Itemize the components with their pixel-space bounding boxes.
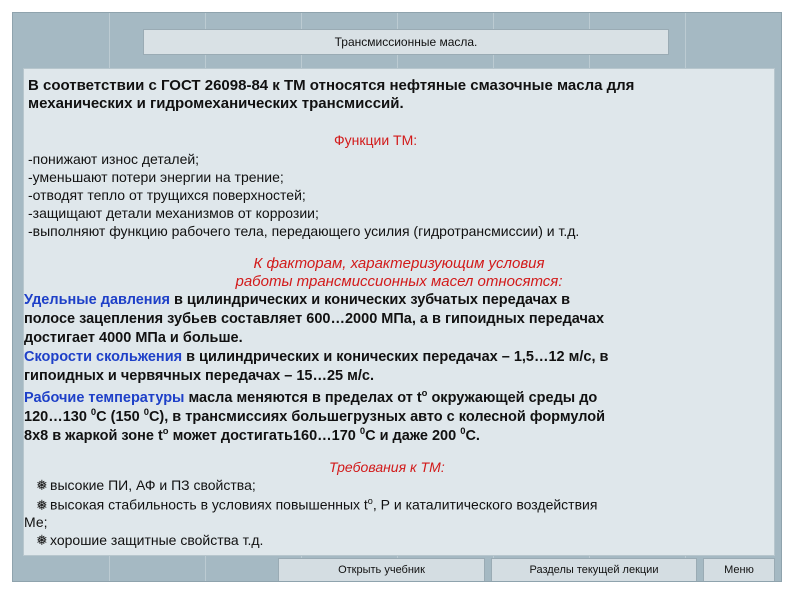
factors-heading-2: работы трансмиссионных масел относятся: [235,273,563,290]
requirement-item: ❅ высокая стабильность в условиях повышенных $t^o$, Р и каталитического воздействия [36,496,598,513]
open-textbook-button[interactable]: Открыть учебник [278,558,485,582]
factors-heading-1: К факторам, характеризующим условия [253,255,545,272]
function-item: -защищают детали механизмов от коррозии; [28,205,319,221]
snowflake-bullet-icon: ❅ [36,477,48,493]
slide-title: Трансмиссионные масла. [143,29,669,55]
speed-line-2: гипоидных и червячных передачах – 15…25 м/с. [24,368,374,384]
speed-term: Скорости скольжения [24,349,183,365]
content-panel [23,68,775,556]
temp-line-3: 8x8 в жаркой зоне $t^o$ может достигать160…170 $^0$C и даже 200 $^0$C. [24,425,480,444]
function-item: -выполняют функцию рабочего тела, передающего усилия (гидротрансмиссии) и т.д. [28,223,580,239]
function-item: -отводят тепло от трущихся поверхностей; [28,187,306,203]
function-item: -понижают износ деталей; [28,151,200,167]
pressure-line-3: достигает 4000 МПа и больше. [24,330,243,346]
intro-line-1: В соответствии с ГОСТ 26098-84 к ТМ относятся нефтяные смазочные масла для [28,77,635,94]
intro-line-2: механических и гидромеханических трансмиссий. [28,95,404,112]
menu-button[interactable]: Меню [703,558,775,582]
temp-line-1: Рабочие температуры масла меняются в пределах от $t^o$ окружающей среды до [24,387,598,406]
lecture-sections-button[interactable]: Разделы текущей лекции [491,558,697,582]
slide-frame [12,12,782,582]
functions-heading: Функции ТМ: [334,132,418,148]
function-item: -уменьшают потери энергии на трение; [28,169,284,185]
requirement-item-cont: Ме; [24,514,48,530]
requirement-item: ❅ высокие ПИ, АФ и ПЗ свойства; [36,477,256,493]
speed-line-1: Скорости скольжения в цилиндрических и конических передачах – 1,5…12 м/с, в [24,349,609,365]
pressure-line-2: полосе зацепления зубьев составляет 600…2000 МПа, а в гипоидных передачах [24,311,605,327]
temp-line-2: 120…130 $^0$C (150 $^0$C), в трансмиссиях большегрузных авто с колесной формулой [24,406,606,425]
pressure-term: Удельные давления [24,292,170,308]
requirement-item: ❅ хорошие защитные свойства т.д. [36,532,264,548]
temp-term: Рабочие температуры [24,389,185,406]
snowflake-bullet-icon: ❅ [36,496,48,513]
snowflake-bullet-icon: ❅ [36,532,48,548]
pressure-line-1: Удельные давления в цилиндрических и конических зубчатых передачах в [24,292,571,308]
requirements-heading: Требования к ТМ: [329,459,445,475]
